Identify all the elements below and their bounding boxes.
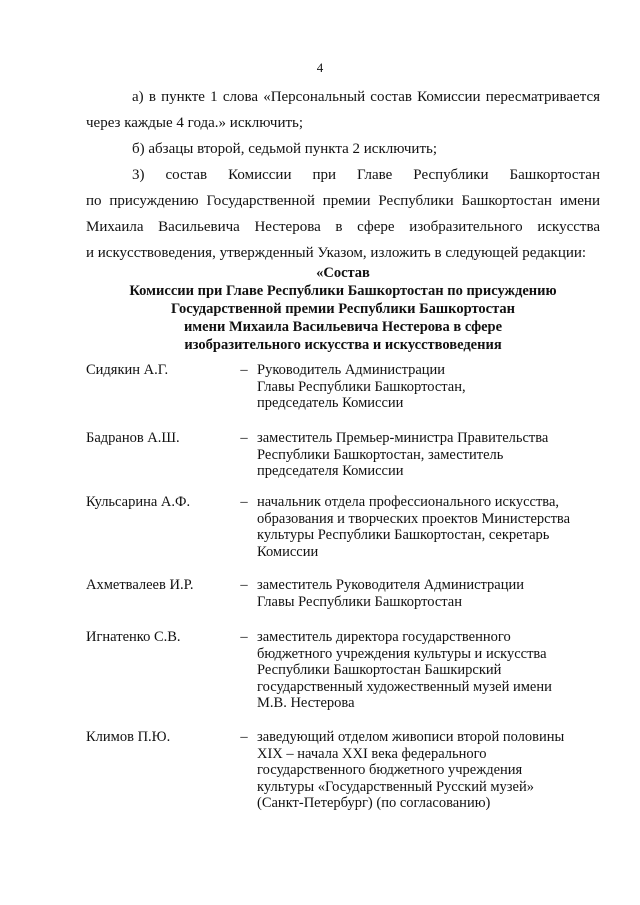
role-line: начальник отдела профессионального искусства, <box>257 494 560 510</box>
member-role <box>257 362 602 412</box>
role-line: Республики Башкортостан, заместитель <box>257 446 504 463</box>
member-dash: – <box>240 430 248 446</box>
paragraph-a-line2: через каждые 4 года.» исключить; <box>86 115 304 131</box>
member-role <box>257 494 602 560</box>
role-line: культуры Республики Башкортостан, секретарь <box>257 527 550 543</box>
role-line: заведующий отделом живописи второй половины <box>257 729 565 745</box>
page-number: 4 <box>316 60 324 75</box>
paragraph-a-line1: а) в пункте 1 слова «Персональный состав Комиссии пересматривается <box>132 89 600 105</box>
member-name: Климов П.Ю. <box>86 729 171 745</box>
heading-line: «Состав <box>316 265 370 281</box>
role-line: Главы Республики Башкортостан, <box>257 378 466 395</box>
member-name: Сидякин А.Г. <box>86 362 169 378</box>
role-line: М.В. Нестерова <box>257 695 355 711</box>
paragraph-3-line3: Михаила Васильевича Нестерова в сфере изобразительного искусства <box>86 219 600 235</box>
member-role <box>257 430 602 480</box>
commission-heading <box>86 264 600 354</box>
member-dash: – <box>240 494 248 510</box>
role-line: образования и творческих проектов Министерства <box>257 510 571 527</box>
heading-line: имени Михаила Васильевича Нестерова в сфере <box>183 319 503 335</box>
paragraph-b: б) абзацы второй, седьмой пункта 2 исключить; <box>132 141 438 157</box>
paragraph-3-line4: и искусствоведения, утвержденный Указом, изложить в следующей редакции: <box>86 245 587 261</box>
role-line: Руководитель Администрации <box>257 362 446 378</box>
member-dash: – <box>240 729 248 745</box>
member-dash: – <box>240 362 248 378</box>
member-dash: – <box>240 629 248 645</box>
role-line: заместитель директора государственного <box>257 629 511 645</box>
role-line: культуры «Государственный Русский музей» <box>257 778 534 795</box>
member-role <box>257 729 602 812</box>
member-role <box>257 577 602 610</box>
role-line: Республики Башкортостан Башкирский <box>257 662 502 678</box>
role-line: государственный художественный музей имени <box>257 678 552 695</box>
role-line: XIX – начала XXI века федерального <box>257 745 487 762</box>
member-dash: – <box>240 577 248 593</box>
role-line: (Санкт-Петербург) (по согласованию) <box>257 795 491 811</box>
member-name: Игнатенко С.В. <box>86 629 181 645</box>
role-line: Комиссии <box>257 543 319 560</box>
member-role <box>257 629 602 712</box>
role-line: Главы Республики Башкортостан <box>257 593 462 610</box>
member-name: Бадранов А.Ш. <box>86 430 180 446</box>
heading-line: изобразительного искусства и искусствоведения <box>184 337 502 353</box>
heading-line: Государственной премии Республики Башкортостан <box>171 301 515 317</box>
role-line: заместитель Руководителя Администрации <box>257 577 525 593</box>
role-line: бюджетного учреждения культуры и искусства <box>257 645 547 662</box>
role-line: председатель Комиссии <box>257 395 404 411</box>
document-body <box>86 84 600 266</box>
role-line: заместитель Премьер-министра Правительства <box>257 430 549 446</box>
paragraph-3-line2: по присуждению Государственной премии Республики Башкортостан имени <box>86 193 600 209</box>
member-name: Ахметвалеев И.Р. <box>86 577 194 593</box>
role-line: государственного бюджетного учреждения <box>257 762 523 778</box>
paragraph-3-line1: 3) состав Комиссии при Главе Республики Башкортостан <box>132 167 600 183</box>
role-line: председателя Комиссии <box>257 463 404 479</box>
heading-line: Комиссии при Главе Республики Башкортостан по присуждению <box>129 283 557 299</box>
member-name: Кульсарина А.Ф. <box>86 494 191 510</box>
